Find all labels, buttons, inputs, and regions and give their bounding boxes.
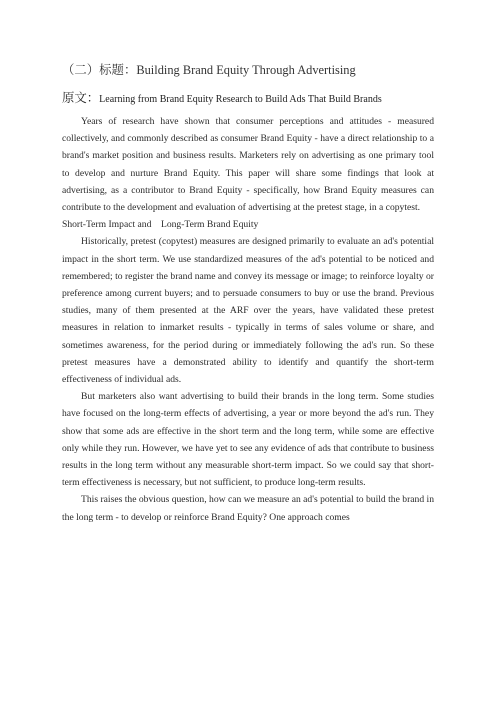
document-title: （二）标题：Building Brand Equity Through Advertising <box>62 63 356 77</box>
subtitle-text: Learning from Brand Equity Research to Build Ads That Build Brands <box>99 94 382 105</box>
document-page <box>62 62 434 526</box>
subtitle-label: 原文： <box>62 91 100 105</box>
paragraph-pretest: Historically, pretest (copytest) measures are designed primarily to evaluate an ad's potential impact in the short term. We use standardized measures of the ad's potential to be noticed and remembered; to register the brand name and convey its message or image; to reinforce loyalty or preference among current buyers; and to persuade consumers to buy or use the brand. Previous studies, many of them presented at the ARF over the years, have validated these pretest measures in relation to inmarket results - typically in terms of sales volume or share, and sometimes awareness, for the period during or immediately following the ad's run. So these pretest measures have a demonstrated ability to identify and quantify the short-term effectiveness of individual ads. <box>62 236 434 386</box>
document-subtitle <box>62 91 434 107</box>
paragraph-question: This raises the obvious question, how can we measure an ad's potential to build the brand in the long term - to develop or reinforce Brand Equity? One approach comes <box>62 494 434 523</box>
paragraph-intro: Years of research have shown that consumer perceptions and attitudes - measured collectively, and commonly described as consumer Brand Equity - have a direct relationship to a brand's market position and business results. Marketers rely on advertising as one primary tool to develop and nurture Brand Equity. This paper will share some findings that look at advertising, as a contributor to Brand Equity - specifically, how Brand Equity measures can contribute to the development and evaluation of advertising at the pretest stage, in a copytest. <box>62 116 434 214</box>
paragraph-long-term: But marketers also want advertising to build their brands in the long term. Some studies have focused on the long-term effects of advertising, a year or more beyond the ad's run. They show that some ads are effective in the short term and the long term, while some are effective only while they run. However, we have yet to see any evidence of ads that contribute to business results in the long term without any measurable short-term impact. So we could say that short-term effectiveness is necessary, but not sufficient, to produce long-term results. <box>62 391 434 489</box>
section-heading: Short-Term Impact and Long-Term Brand Equity <box>62 219 259 231</box>
